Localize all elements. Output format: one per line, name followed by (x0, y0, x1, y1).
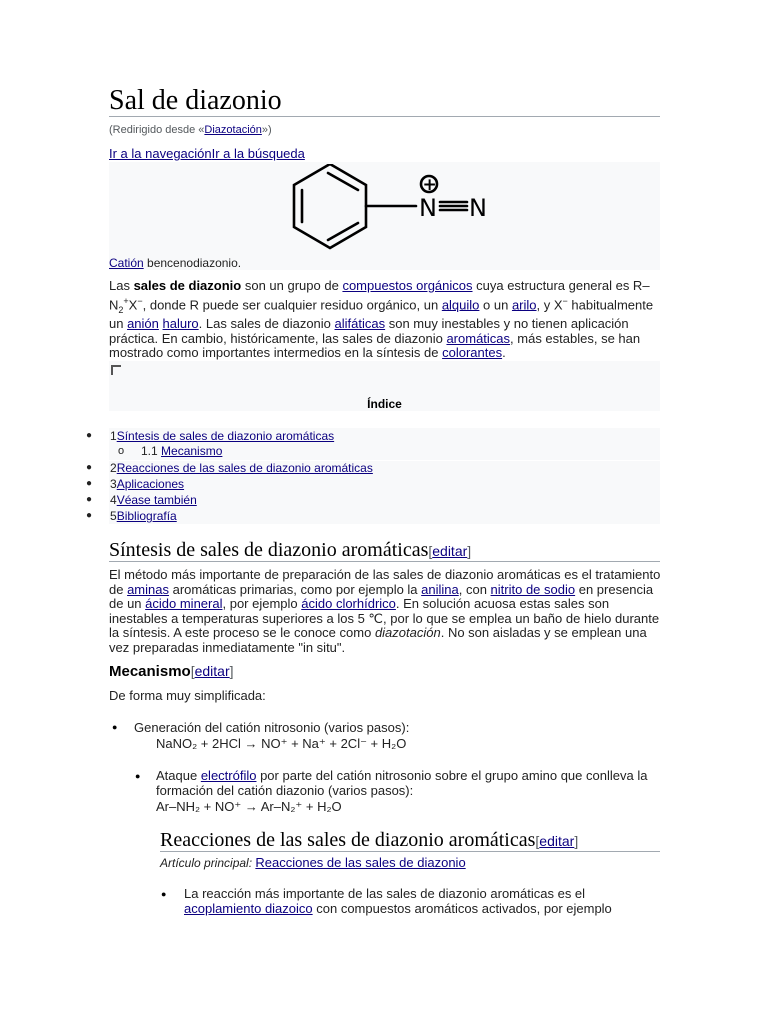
section-divider (109, 561, 660, 562)
nitrogen-atom-1: N (419, 194, 437, 222)
toc-title: Índice (367, 397, 402, 411)
redirect-link[interactable]: Diazotación (204, 124, 262, 136)
link-colorantes[interactable]: colorantes (442, 345, 503, 361)
jump-to-navigation-link[interactable]: Ir a la navegación (109, 146, 212, 161)
list-bullet: ● (112, 722, 118, 732)
toc-toggle-icon[interactable] (111, 365, 121, 375)
jump-to-search-link[interactable]: Ir a la búsqueda (211, 146, 305, 161)
link-aminas[interactable]: aminas (127, 581, 169, 597)
toc-item-5[interactable]: ● 5Bibliografía (86, 509, 177, 523)
reacciones-item-1: La reacción más importante de las sales de diazonio aromáticas es el acoplamiento diazoico con compuestos aromáticos activados, por ejemplo (184, 886, 612, 916)
link-electrofilo[interactable]: electrófilo (200, 768, 257, 783)
edit-section-reacciones-link[interactable]: editar (539, 833, 575, 849)
toc-item-2[interactable]: ● 2Reacciones de las sales de diazonio aromáticas (86, 461, 373, 475)
list-bullet: ● (135, 771, 141, 781)
mecanismo-intro: De forma muy simplificada: (109, 688, 266, 703)
link-nitrito-de-sodio[interactable]: nitrito de sodio (490, 581, 576, 597)
positive-charge: + (422, 175, 437, 195)
equation-1: NaNO₂ + 2HCl → NO⁺ + Na⁺ + 2Cl⁻ + H₂O (156, 736, 407, 751)
toc-item-3[interactable]: ● 3Aplicaciones (86, 477, 185, 491)
section-divider (160, 851, 660, 852)
caption-link-cation[interactable]: Catión (109, 256, 144, 270)
sintesis-paragraph: El método más importante de preparación de las sales de diazonio aromáticas es el tratamiento de aminas aromáticas primarias, como por ejemplo la anilina, con nitrito de sodio en presencia de un ácido mineral, por ejemplo ácido clorhídrico. En solución acuosa estas sales son inestables a temperaturas superiores a los 5 ℃, por lo que se emplea un baño de hielo durante la síntesis. A este proceso se le conoce como diazotación. No son aisladas y se emplean una vez preparadas inmediatamente "in situ". (109, 567, 661, 655)
link-alquilo[interactable]: alquilo (441, 296, 480, 312)
link-compuestos-organicos[interactable]: compuestos orgánicos (342, 278, 473, 293)
link-acoplamiento-diazoico[interactable]: acoplamiento diazoico (184, 901, 313, 916)
figure-caption: Catión bencenodiazonio. (109, 256, 242, 270)
link-haluro[interactable]: haluro (162, 316, 199, 332)
section-heading-reacciones: Reacciones de las sales de diazonio aromáticas[editar] (160, 829, 579, 851)
link-anilina[interactable]: anilina (421, 581, 459, 597)
subsection-heading-mecanismo: Mecanismo[editar] (109, 663, 234, 680)
equation-2: Ar–NH₂ + NO⁺ → Ar–N₂⁺ + H₂O (156, 799, 342, 814)
link-acido-mineral[interactable]: ácido mineral (145, 596, 223, 612)
mecanismo-step-1: Generación del catión nitrosonio (varios pasos): (134, 720, 410, 735)
page-title: Sal de diazonio (109, 85, 282, 116)
benzenediazonium-structure-image (262, 164, 502, 254)
link-arilo[interactable]: arilo (511, 296, 537, 312)
title-divider (109, 116, 660, 117)
jump-links (109, 146, 305, 161)
link-alifaticas[interactable]: alifáticas (334, 316, 386, 332)
mecanismo-step-2: Ataque electrófilo por parte del catión nitrosonio sobre el grupo amino que conlleva la formación del catión diazonio (varios pasos): (156, 768, 648, 798)
section-heading-sintesis: Síntesis de sales de diazonio aromáticas[editar] (109, 539, 472, 561)
toc-item-1-1[interactable]: o 1.1 Mecanismo (118, 444, 223, 458)
main-article-note: Artículo principal: Reacciones de las sales de diazonio (160, 855, 466, 870)
toc-item-4[interactable]: ● 4Véase también (86, 493, 197, 507)
list-bullet: ● (161, 889, 167, 899)
link-acido-clorhidrico[interactable]: ácido clorhídrico (301, 596, 396, 612)
link-reacciones-sales-diazonio[interactable]: Reacciones de las sales de diazonio (255, 855, 466, 870)
nitrogen-atom-2: N (469, 194, 487, 222)
toc-item-1[interactable]: ● 1Síntesis de sales de diazonio aromáticas (86, 429, 335, 443)
intro-paragraph: Las sales de diazonio son un grupo de compuestos orgánicos cuya estructura general es $R-N_2^+X^-$, donde R puede ser cualquier residuo orgánico, un alquilo o un arilo, y X− habitualmente un anión haluro. Las sales de diazonio alifáticas son muy inestables y no tienen aplicación práctica. En cambio, históricamente, las sales de diazonio aromáticas, más estables, se han mostrado como importantes intermedios en la síntesis de colorantes. (109, 278, 654, 361)
edit-section-mecanismo-link[interactable]: editar (194, 663, 230, 679)
link-anion[interactable]: anión (127, 316, 159, 332)
link-aromaticas[interactable]: aromáticas (446, 330, 511, 346)
redirect-note: (Redirigido desde «Diazotación») (109, 124, 272, 136)
edit-section-sintesis-link[interactable]: editar (432, 543, 468, 559)
